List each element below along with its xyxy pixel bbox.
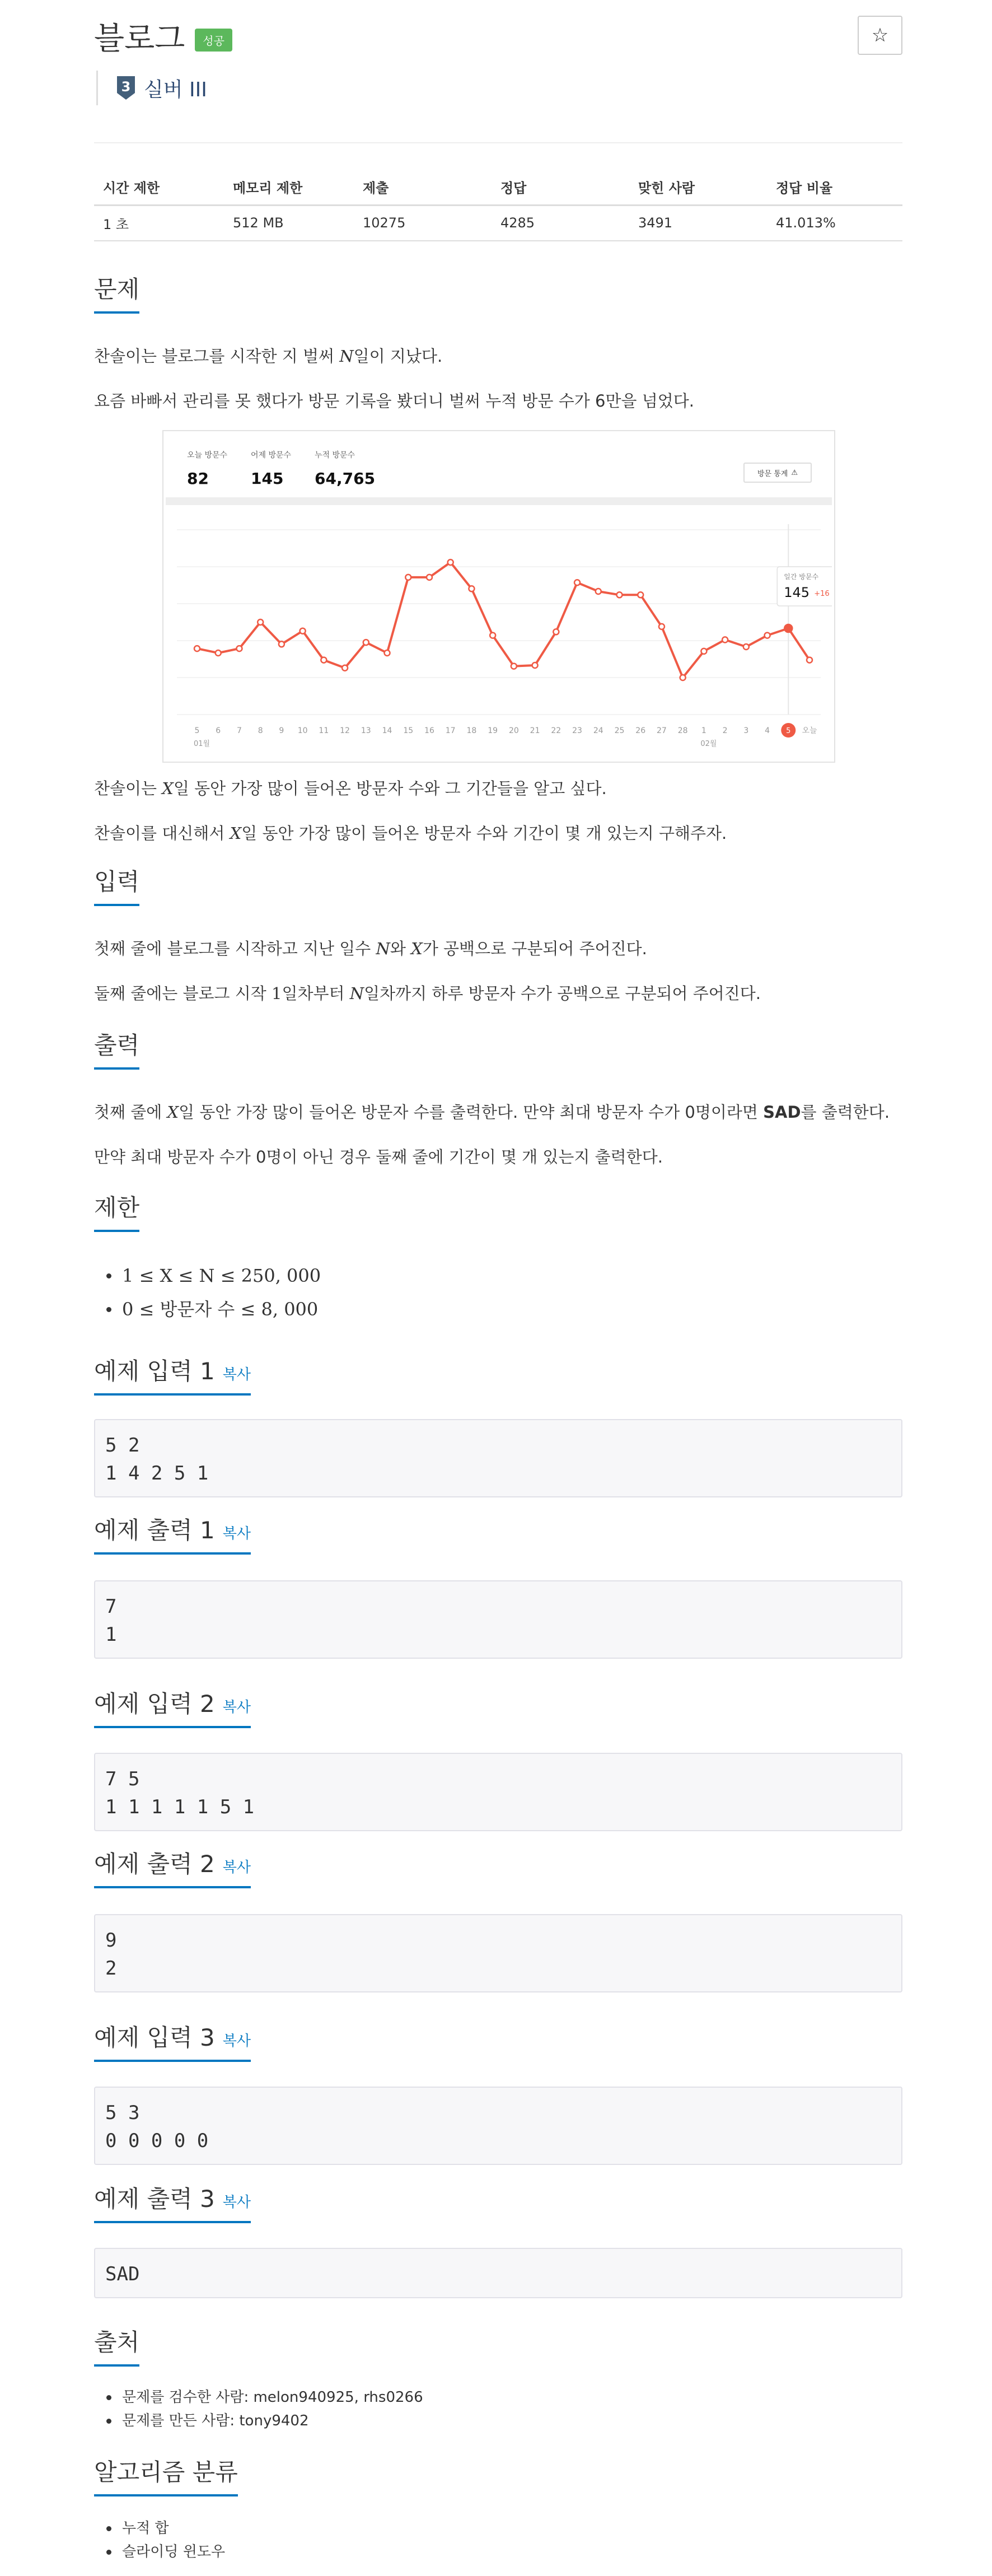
section-problem-title: 문제	[94, 271, 139, 314]
problem-title: 블로그	[94, 21, 185, 57]
text: 찬솔이를 대신해서	[94, 824, 230, 843]
section-limit-title: 제한	[94, 1189, 139, 1232]
tier-number: 3	[121, 79, 131, 95]
x-tick-label: 27	[657, 726, 667, 735]
sample-input-1[interactable]: 5 2 1 4 2 5 1	[94, 1419, 902, 1497]
x-tick-label: 18	[466, 726, 477, 735]
problem-paragraph-1	[94, 344, 442, 367]
x-tick-label: 7	[236, 726, 242, 735]
text: 일 동안 가장 많이 들어온 방문자 수와 기간이 몇 개 있는지 구해주자.	[241, 824, 727, 843]
data-point	[511, 664, 517, 669]
tooltip-label: 일간 방문수	[784, 573, 819, 581]
visit-stats-button-label: 방문 통계	[757, 469, 788, 478]
text: 둘째 줄에는 블로그 시작	[94, 984, 272, 1003]
solvers-value[interactable]: 3491	[629, 205, 767, 241]
data-point	[216, 650, 221, 656]
accepted-value[interactable]: 4285	[492, 205, 629, 241]
x-tick-label: 17	[445, 726, 456, 735]
copy-button[interactable]: 복사	[222, 1699, 251, 1716]
sample-input-1-title	[94, 1353, 251, 1396]
x-tick-label: 20	[508, 726, 519, 735]
text: 예제 출력 2	[94, 1850, 215, 1878]
data-point	[427, 575, 432, 580]
section-algorithm-title: 알고리즘 분류	[94, 2454, 238, 2496]
header-accepted: 정답	[492, 169, 629, 205]
today-stat	[187, 449, 227, 488]
math-var: N	[339, 347, 354, 366]
header-ratio: 정답 비율	[767, 169, 902, 205]
text: 첫째 줄에	[94, 1103, 167, 1122]
data-point	[553, 629, 559, 634]
x-tick-label: 24	[593, 726, 603, 735]
title-row	[94, 17, 232, 56]
yesterday-value: 145	[251, 469, 284, 488]
x-tick-label: 13	[361, 726, 371, 735]
x-tick-label: 9	[279, 726, 284, 735]
visit-stats-image	[162, 430, 835, 763]
text: 찬솔이는 블로그를 시작한 지 벌써	[94, 347, 340, 366]
sample-output-2-title	[94, 1846, 251, 1888]
text: 예제 입력 3	[94, 2024, 215, 2051]
text: 일 동안 가장 많이 들어온 방문자 수와 그 기간들을 알고 싶다.	[173, 779, 607, 798]
total-stat	[315, 449, 375, 488]
tooltip-delta: +16	[814, 590, 830, 598]
limit-list	[122, 1259, 321, 1326]
x-tick-label: 28	[677, 726, 688, 735]
output-paragraph-1	[94, 1100, 890, 1123]
header-submissions: 제출	[354, 169, 492, 205]
data-point	[616, 592, 622, 598]
x-tick-label: 14	[382, 726, 392, 735]
limit-item: 0 ≤ 방문자 수 ≤ 8, 000	[122, 1292, 321, 1326]
sample-input-2-title	[94, 1686, 251, 1728]
section-output-title: 출력	[94, 1027, 139, 1070]
copy-button[interactable]: 복사	[222, 1859, 251, 1876]
sample-output-1-headline	[94, 1512, 902, 1555]
sample-output-2[interactable]: 9 2	[94, 1914, 902, 1992]
data-point	[363, 640, 369, 645]
text: 일차부터	[282, 984, 350, 1003]
sample-input-3[interactable]: 5 3 0 0 0 0 0	[94, 2087, 902, 2165]
today-value: 82	[187, 469, 209, 488]
text: 예제 입력 2	[94, 1690, 215, 1718]
text: 일이 지났다.	[353, 347, 443, 366]
yesterday-stat	[251, 449, 291, 488]
section-input-headline	[94, 864, 902, 906]
data-point	[807, 657, 812, 663]
data-point	[321, 657, 326, 663]
tier-badge-icon	[115, 75, 137, 101]
math-var: X	[230, 824, 242, 843]
x-tick-label: 5	[786, 727, 791, 735]
x-tick-label: 2	[722, 726, 728, 735]
sample-output-1-title	[94, 1512, 251, 1555]
x-tick-label: 8	[258, 726, 263, 735]
data-point	[236, 646, 242, 651]
data-point	[405, 575, 411, 580]
time-limit-value: 1 초	[94, 205, 224, 241]
tier-link[interactable]	[96, 71, 207, 105]
data-point	[300, 628, 306, 634]
data-point	[574, 580, 580, 585]
yesterday-label: 어제 방문수	[251, 451, 292, 460]
algorithm-tag[interactable]: 누적 합	[122, 2517, 225, 2540]
x-tick-label: 23	[572, 726, 582, 735]
tooltip-value: 145	[784, 585, 810, 600]
x-tick-label: 3	[743, 726, 749, 735]
sample-input-3-headline	[94, 2019, 902, 2062]
data-point	[385, 650, 390, 656]
text: 일 동안 가장 많이 들어온 방문자 수를 출력한다. 만약 최대 방문자 수가 0명이라면	[179, 1103, 764, 1122]
section-problem-headline	[94, 271, 902, 314]
output-paragraph-2: 만약 최대 방문자 수가 0명이 아닌 경우 둘째 줄에 기간이 몇 개 있는지 출력한다.	[94, 1147, 663, 1166]
algorithm-tag[interactable]: 슬라이딩 윈도우	[122, 2540, 225, 2564]
text: 를 출력한다.	[801, 1103, 890, 1122]
data-point	[701, 648, 706, 654]
x-tick-label: 오늘	[802, 726, 817, 735]
input-paragraph-1	[94, 936, 647, 959]
math-var: X	[162, 779, 174, 798]
data-point	[722, 637, 728, 642]
visit-line-chart	[166, 513, 832, 759]
memory-limit-value: 512 MB	[224, 205, 354, 241]
x-tick-label: 6	[216, 726, 221, 735]
section-source-headline	[94, 2324, 902, 2367]
source-reviewer[interactable]: 문제를 검수한 사람: melon940925, rhs0266	[122, 2386, 423, 2409]
result-badge[interactable]: 성공	[195, 29, 232, 52]
data-point	[765, 633, 770, 638]
info-header-row	[94, 169, 902, 205]
source-list	[122, 2386, 423, 2433]
x-tick-label: 16	[424, 726, 434, 735]
sample-output-3-headline	[94, 2181, 902, 2223]
text: 일차까지 하루 방문자 수가 공백으로 구분되어 주어진다.	[364, 984, 761, 1003]
sample-output-2-headline	[94, 1846, 902, 1888]
divider	[94, 142, 902, 143]
x-tick-label: 19	[488, 726, 498, 735]
copy-button[interactable]: 복사	[222, 1366, 251, 1383]
section-limit-headline	[94, 1189, 902, 1232]
x-tick-label: 25	[614, 726, 625, 735]
section-algorithm-headline	[94, 2454, 902, 2496]
x-tick-label: 26	[635, 726, 646, 735]
copy-button[interactable]: 복사	[222, 2033, 251, 2050]
info-value-row	[94, 205, 902, 241]
data-point	[258, 619, 263, 625]
math-var: N	[349, 984, 364, 1003]
today-label: 오늘 방문수	[187, 451, 228, 460]
data-point	[279, 641, 284, 647]
header-time-limit: 시간 제한	[94, 169, 224, 205]
total-label: 누적 방문수	[315, 451, 355, 460]
series-line	[197, 562, 809, 678]
visit-stats-button	[743, 463, 812, 483]
x-tick-label: 11	[319, 726, 329, 735]
x-tick-label: 15	[403, 726, 414, 735]
favorite-star-button[interactable]	[858, 16, 902, 55]
header-memory-limit: 메모리 제한	[224, 169, 354, 205]
data-point	[194, 646, 200, 651]
problem-paragraph-2: 요즘 바빠서 관리를 못 했다가 방문 기록을 봤더니 벌써 누적 방문 수가 6만을 넘었다.	[94, 391, 694, 410]
data-point	[638, 592, 643, 598]
math-var: N	[376, 939, 390, 958]
math-num: 1	[272, 984, 282, 1003]
x-tick-label: 22	[551, 726, 561, 735]
sample-input-2-headline	[94, 1686, 902, 1728]
text: 찬솔이는	[94, 779, 162, 798]
source-author[interactable]: 문제를 만든 사람: tony9402	[122, 2409, 423, 2433]
data-point	[680, 675, 686, 680]
problem-info-table	[94, 169, 902, 241]
limit-item: 1 ≤ X ≤ N ≤ 250, 000	[122, 1259, 321, 1292]
text: 가 공백으로 구분되어 주어진다.	[422, 939, 647, 958]
warning-icon: ⚠	[791, 468, 798, 477]
input-paragraph-2	[94, 981, 761, 1004]
text: 예제 출력 1	[94, 1516, 215, 1544]
month-label: 01월	[194, 740, 210, 748]
section-output-headline	[94, 1027, 902, 1070]
x-tick-label: 12	[340, 726, 350, 735]
section-input-title: 입력	[94, 864, 139, 906]
ratio-value: 41.013%	[767, 205, 902, 241]
data-point	[784, 624, 792, 632]
sample-input-3-title	[94, 2019, 251, 2062]
sample-input-1-headline	[94, 1353, 902, 1396]
data-point	[469, 586, 474, 591]
data-point	[743, 644, 749, 650]
sample-input-2[interactable]: 7 5 1 1 1 1 1 5 1	[94, 1753, 902, 1831]
x-tick-label: 5	[194, 726, 200, 735]
text: 첫째 줄에 블로그를 시작하고 지난 일수	[94, 939, 376, 958]
submissions-value[interactable]: 10275	[354, 205, 492, 241]
data-point	[342, 665, 348, 671]
month-label: 02월	[700, 740, 717, 748]
tier-label: 실버 III	[144, 78, 207, 101]
data-point	[532, 662, 538, 668]
text: 예제 출력 3	[94, 2185, 215, 2213]
sample-output-3-title	[94, 2181, 251, 2223]
x-tick-label: 1	[701, 726, 706, 735]
x-tick-label: 4	[765, 726, 770, 735]
header-solvers: 맞힌 사람	[629, 169, 767, 205]
data-point	[448, 559, 453, 565]
section-source-title: 출처	[94, 2324, 139, 2367]
data-point	[659, 624, 665, 629]
data-point	[596, 589, 601, 594]
bold-text: SAD	[763, 1103, 801, 1122]
problem-paragraph-4	[94, 821, 727, 844]
total-value: 64,765	[315, 469, 376, 488]
math-var: X	[167, 1103, 179, 1122]
copy-button[interactable]: 복사	[222, 2194, 251, 2211]
problem-paragraph-3	[94, 776, 607, 799]
x-tick-label: 21	[530, 726, 540, 735]
copy-button[interactable]: 복사	[222, 1525, 251, 1542]
visit-summary	[166, 433, 832, 505]
algorithm-list	[122, 2517, 225, 2564]
math-var: X	[411, 939, 423, 958]
text: 예제 입력 1	[94, 1357, 215, 1385]
data-point	[490, 633, 495, 638]
sample-output-1[interactable]: 7 1	[94, 1580, 902, 1659]
text: 와	[390, 939, 411, 958]
x-tick-label: 10	[297, 726, 308, 735]
sample-output-3[interactable]: SAD	[94, 2248, 902, 2298]
star-icon: ☆	[871, 24, 889, 46]
